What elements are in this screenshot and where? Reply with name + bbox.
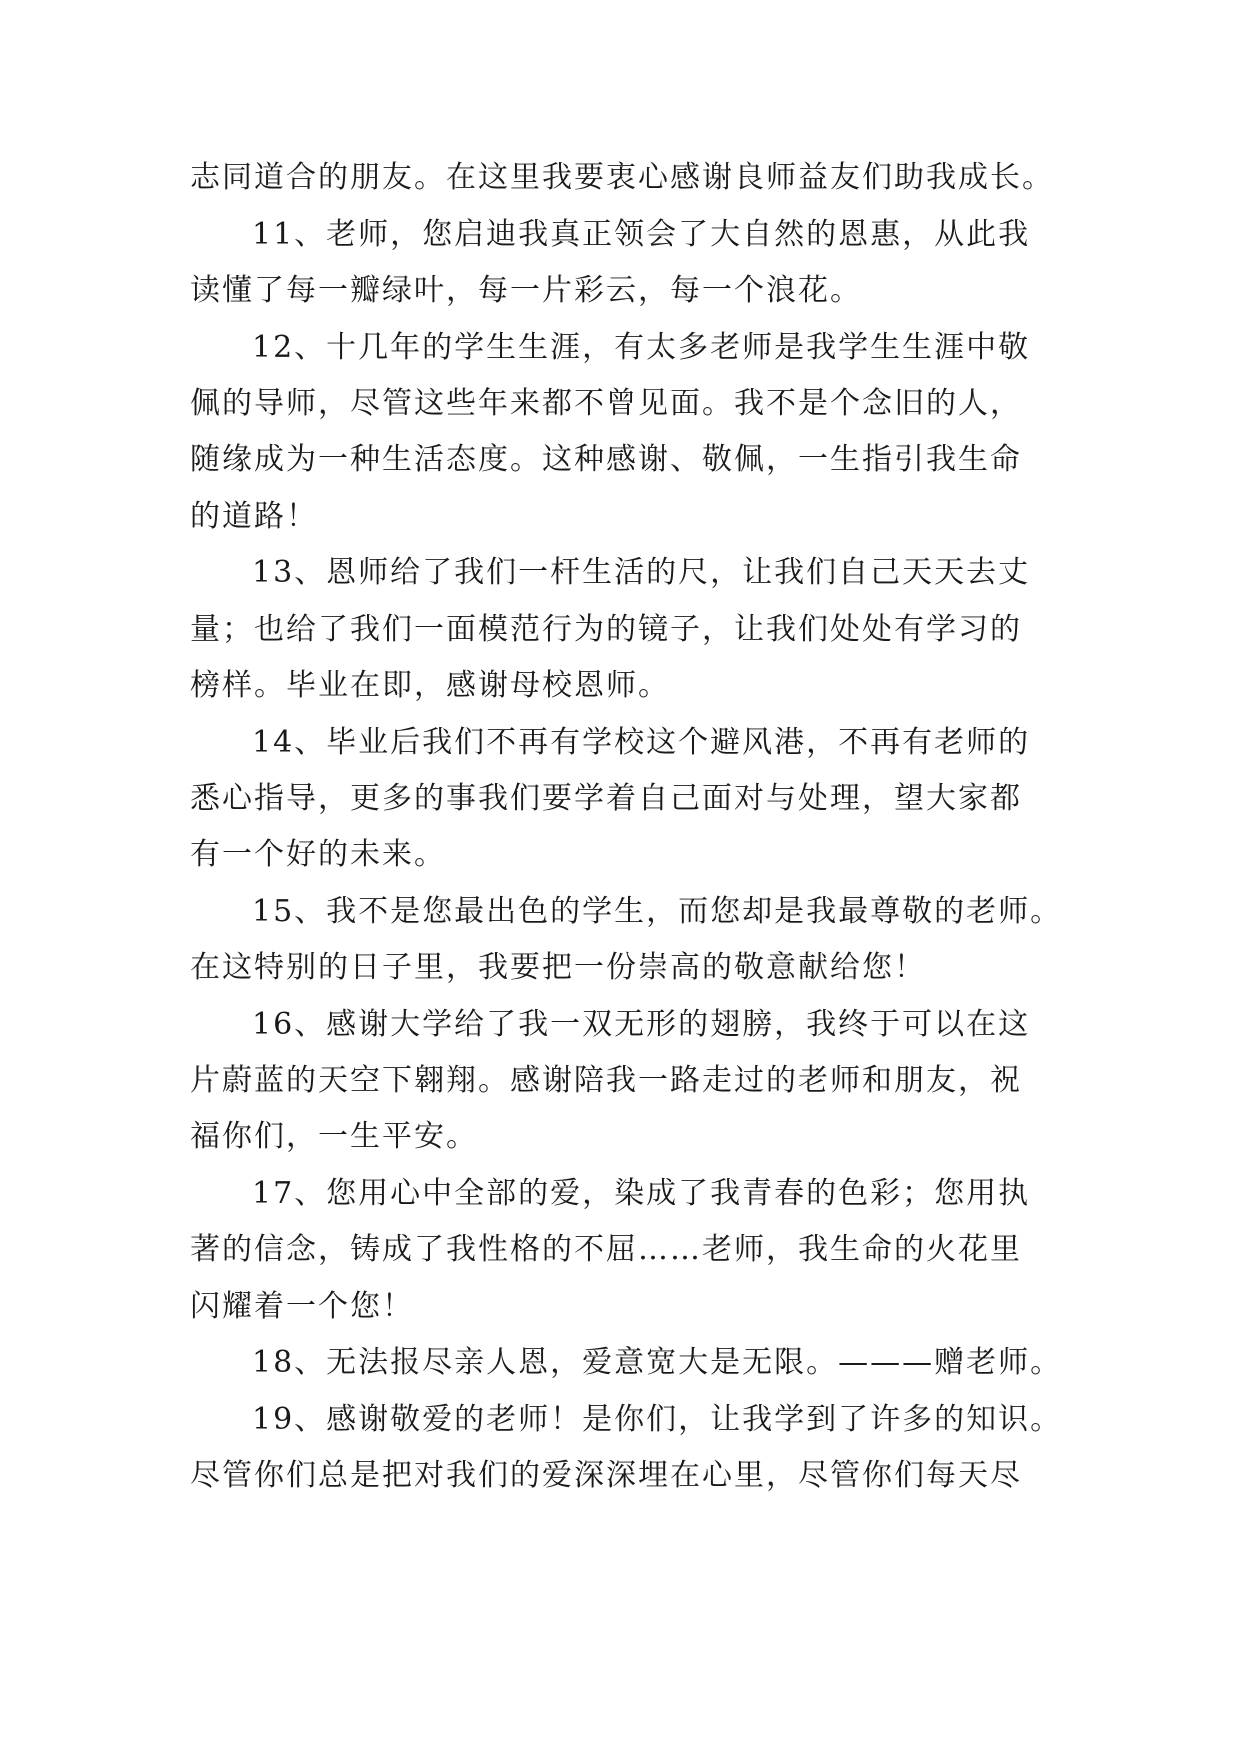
text-line: 悉心指导，更多的事我们要学着自己面对与处理，望大家都 (190, 781, 1022, 816)
text-line: 佩的导师，尽管这些年来都不曾见面。我不是个念旧的人， (190, 386, 1022, 421)
text-line: 读懂了每一瓣绿叶，每一片彩云，每一个浪花。 (190, 273, 862, 308)
text-line: 14、毕业后我们不再有学校这个避风港，不再有老师的 (252, 725, 1031, 760)
text-line: 量；也给了我们一面模范行为的镜子，让我们处处有学习的 (190, 612, 1022, 647)
text-line: 11、老师，您启迪我真正领会了大自然的恩惠，从此我 (252, 217, 1031, 252)
text-line: 15、我不是您最出色的学生，而您却是我最尊敬的老师。 (252, 894, 1063, 929)
text-line: 17、您用心中全部的爱，染成了我青春的色彩；您用执 (252, 1176, 1031, 1211)
text-line: 著的信念，铸成了我性格的不屈……老师，我生命的火花里 (190, 1232, 1022, 1267)
text-line: 随缘成为一种生活态度。这种感谢、敬佩，一生指引我生命 (190, 442, 1022, 477)
text-line: 志同道合的朋友。在这里我要衷心感谢良师益友们助我成长。 (190, 160, 1054, 195)
text-line: 19、感谢敬爱的老师！是你们，让我学到了许多的知识。 (252, 1402, 1063, 1437)
text-line: 有一个好的未来。 (190, 837, 446, 872)
text-line: 16、感谢大学给了我一双无形的翅膀，我终于可以在这 (252, 1007, 1031, 1042)
text-line: 在这特别的日子里，我要把一份崇高的敬意献给您！ (190, 950, 926, 985)
text-line: 福你们，一生平安。 (190, 1119, 478, 1154)
text-line: 13、恩师给了我们一杆生活的尺，让我们自己天天去丈 (252, 555, 1031, 590)
text-line: 闪耀着一个您！ (190, 1289, 414, 1324)
text-line: 12、十几年的学生生涯，有太多老师是我学生生涯中敬 (252, 330, 1031, 365)
text-line: 18、无法报尽亲人恩，爱意宽大是无限。———赠老师。 (252, 1345, 1063, 1380)
text-line: 榜样。毕业在即，感谢母校恩师。 (190, 668, 670, 703)
text-line: 的道路！ (190, 499, 318, 534)
text-line: 尽管你们总是把对我们的爱深深埋在心里，尽管你们每天尽 (190, 1458, 1022, 1493)
text-line: 片蔚蓝的天空下翱翔。感谢陪我一路走过的老师和朋友，祝 (190, 1063, 1022, 1098)
